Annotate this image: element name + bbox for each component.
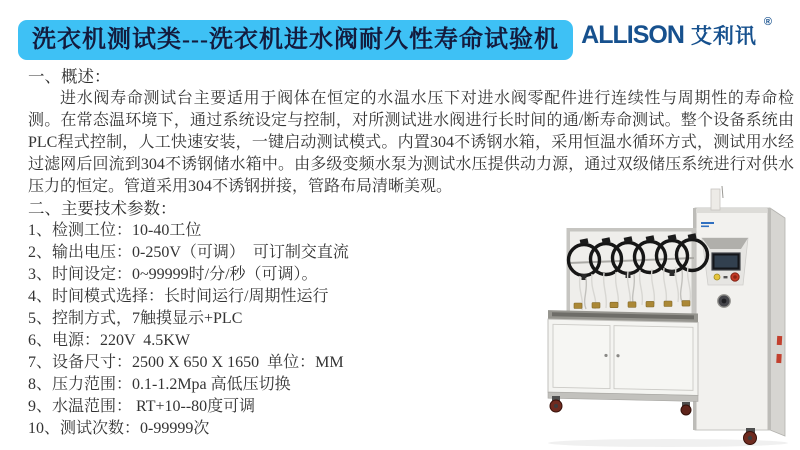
specs-heading: 二、主要技术参数： [28, 199, 177, 218]
logo-chinese-text: 艾利讯 [690, 25, 757, 48]
page-title: 洗衣机测试类---洗衣机进水阀耐久性寿命试验机 [18, 20, 573, 60]
overview-heading: 一、概述： [28, 67, 111, 86]
spec-item: 9、水温范围： RT+10--80度可调 [28, 398, 256, 415]
warning-sticker [777, 336, 782, 345]
vent-pipe [711, 189, 720, 210]
start-button [714, 274, 720, 280]
spec-item: 4、时间模式选择：长时间运行/周期性运行 [28, 288, 329, 305]
cabinet-door-right [614, 326, 693, 391]
spec-item: 3、时间设定：0~99999时/分/秒（可调）。 [28, 266, 318, 283]
logo-latin-text: ALLISON [581, 20, 684, 49]
spec-item: 7、设备尺寸：2500 X 650 X 1650 单位：MM [28, 354, 344, 371]
registered-trademark-icon: ® [763, 16, 772, 28]
spec-item: 6、电源：220V 4.5KW [28, 332, 190, 349]
overview-paragraph: 进水阀寿命测试台主要适用于阀体在恒定的水温水压下对进水阀零配件进行连续性与周期性的寿命检测。在常态温环境下，通过系统设定与控制，对所测试进水阀进行长时间的通/断寿命测试。整个设备系统由PLC程式控制，人工快速安装，一键启动测试模式。内置304不诱钢水箱，采用恒温水循环方式，测试用水经过滤网后回流到304不诱钢储水箱中。由多级变频水泵为测试水压提供动力源，通过双级储压系统进行对供水压力的恒定。管道采用304不诱钢拼接，管路布局清晰美观。 [28, 90, 794, 195]
spec-item: 2、输出电压：0-250V（可调） 可订制交直流 [28, 244, 349, 261]
logo [581, 16, 772, 50]
spec-item: 8、压力范围：0.1-1.2Mpa 高低压切换 [28, 376, 291, 393]
spec-item: 1、检测工位：10-40工位 [28, 222, 202, 239]
machine-illustration [540, 186, 794, 448]
storage-cabinet [548, 310, 698, 401]
cabinet-logo-label [701, 222, 714, 224]
spec-list [28, 220, 533, 440]
product-photo [540, 186, 794, 448]
spec-item: 10、测试次数：0-99999次 [28, 420, 210, 437]
spec-item: 5、控制方式，7触摸显示+PLC [28, 310, 243, 327]
control-cabinet [693, 186, 785, 436]
cabinet-door-left [553, 324, 610, 388]
overview-section [28, 66, 794, 198]
specs-section [28, 198, 533, 440]
